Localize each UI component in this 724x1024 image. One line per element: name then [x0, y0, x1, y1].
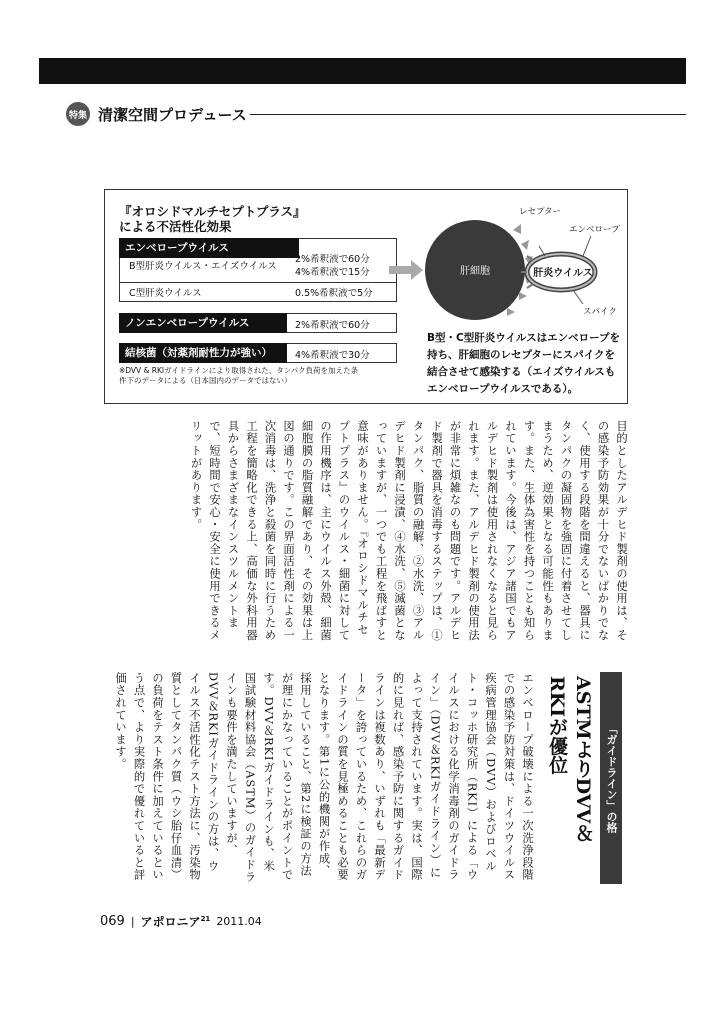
section-tag: 「ガイドライン」の格	[600, 672, 622, 884]
value-label: 2%希釈液で60分	[295, 320, 370, 331]
figure-title: 『オロシドマルチセプトプラス』 による不活性化効果	[119, 204, 306, 234]
sub-label: C型肝炎ウイルス	[129, 288, 202, 299]
figure-caption: B型・C型肝炎ウイルスはエンベロープを持ち、肝細胞のレセプターにスパイクを結合させて感染する（エイズウイルスもエンベロープウイルスである）。	[427, 332, 621, 395]
envelope-label: エンベロープ	[569, 225, 620, 235]
virus-label: 肝炎ウイルス	[533, 268, 593, 279]
virus-diagram	[423, 200, 623, 328]
value-label: 4%希釈液で15分	[295, 267, 370, 278]
category-label: ノンエンベロープウイルス	[119, 313, 287, 333]
section-heading: ASTMよりDVV＆RKIが優位	[546, 676, 594, 843]
figure-box	[104, 189, 628, 404]
receptor-label: レセプター	[519, 207, 561, 217]
category-label: 結核菌（対薬剤耐性力が強い）	[119, 343, 287, 363]
page-footer	[100, 913, 262, 930]
spike-label: スパイク	[583, 307, 617, 317]
cell-label: 肝細胞	[460, 266, 490, 277]
figure-note: ※DVV & RKIガイドラインにより取得された、タンパク負荷を加えた条件下のデータによる（日本国内のデータではない）	[119, 366, 359, 385]
section-header	[66, 102, 247, 126]
footer-separator: |	[130, 915, 135, 928]
value-label: 0.5%希釈液で5分	[295, 288, 373, 299]
header-rule	[250, 114, 686, 115]
divider	[119, 282, 397, 283]
page-title: 清潔空間プロデュース	[98, 105, 247, 124]
sub-label: B型肝炎ウイルス・エイズウイルス	[129, 261, 277, 272]
page-number: 069	[100, 914, 125, 929]
top-bar	[39, 58, 686, 84]
value-label: 4%希釈液で30分	[295, 350, 370, 361]
value-label: 2%希釈液で60分	[295, 254, 370, 265]
article-column-1: 目的としたアルデヒド製剤の使用は、その感染予防効果が十分でないばかりでなく、使用する段階を間違えると、器具にタンパクの凝固物を強固に付着させてしまうため、逆効果となる可能性もあります。また、生体為害性を持つことも知られています。今後は、アジア諸国でもアルデヒド製剤は使用されなくなると見られます。また、アルデヒド製剤の使用法が非常に煩雑なのも問題です。アルデヒド製剤で器具を消毒するステップは、①タンパク、脂質の融解、②水洗、③アルデヒド製剤に浸漬、④水洗、⑤滅菌となっていますが、一つでも工程を飛ばすと意味がありません。『オロシドマルチセプトプラス』のウイルス・細菌に対しての作用機序は、主にウイルス外殻、細菌細胞膜の脂質融解であり、その効果は上図の通りです。この界面活性剤による一次消毒は、洗浄と殺菌を同時に行うため工程を簡略化できる上、高価な外科用器具からさまざまなインスツルメントまで、短時間で安心・安全に使用できるメリットがあります。	[189, 420, 628, 642]
feature-badge: 特集	[66, 102, 90, 126]
category-label: エンベロープウイルス	[119, 238, 299, 258]
issue-date: 2011.04	[216, 915, 262, 928]
magazine-name: アポロニア$^{21}$	[140, 915, 211, 929]
arrow-right-icon	[389, 260, 425, 280]
article-column-2: エンベロープ破壊による一次洗浄段階での感染予防対策は、ドイツウイルス疾病管理協会（DVV）およびロベルト・コッホ研究所（RKI）による「ウイルスにおける化学消毒剤のガイドライン」（DVV＆RKIガイドライン）によって支持されています。実は、国際的に見れば、感染予防に関するガイドラインは複数あり、いずれも「最新データ」を誇っているため、これらのガイドラインの質を見極めることも必要となります。第1に公的機関が作成、採用していること、第2に検証の方法が理にかなっていることがポイントです。DVV＆RKIガイドラインも、米国試験材料協会（ASTM）のガイドラインも要件を満たしていますが、DVV＆RKIガイドラインの方は、ウイルス不活性化テスト方法に、汚染物質としてタンパク質（ウシ胎仔血清）の負荷をテスト条件に加えているという点で、より実際的で優れていると評価されています。	[114, 672, 534, 884]
